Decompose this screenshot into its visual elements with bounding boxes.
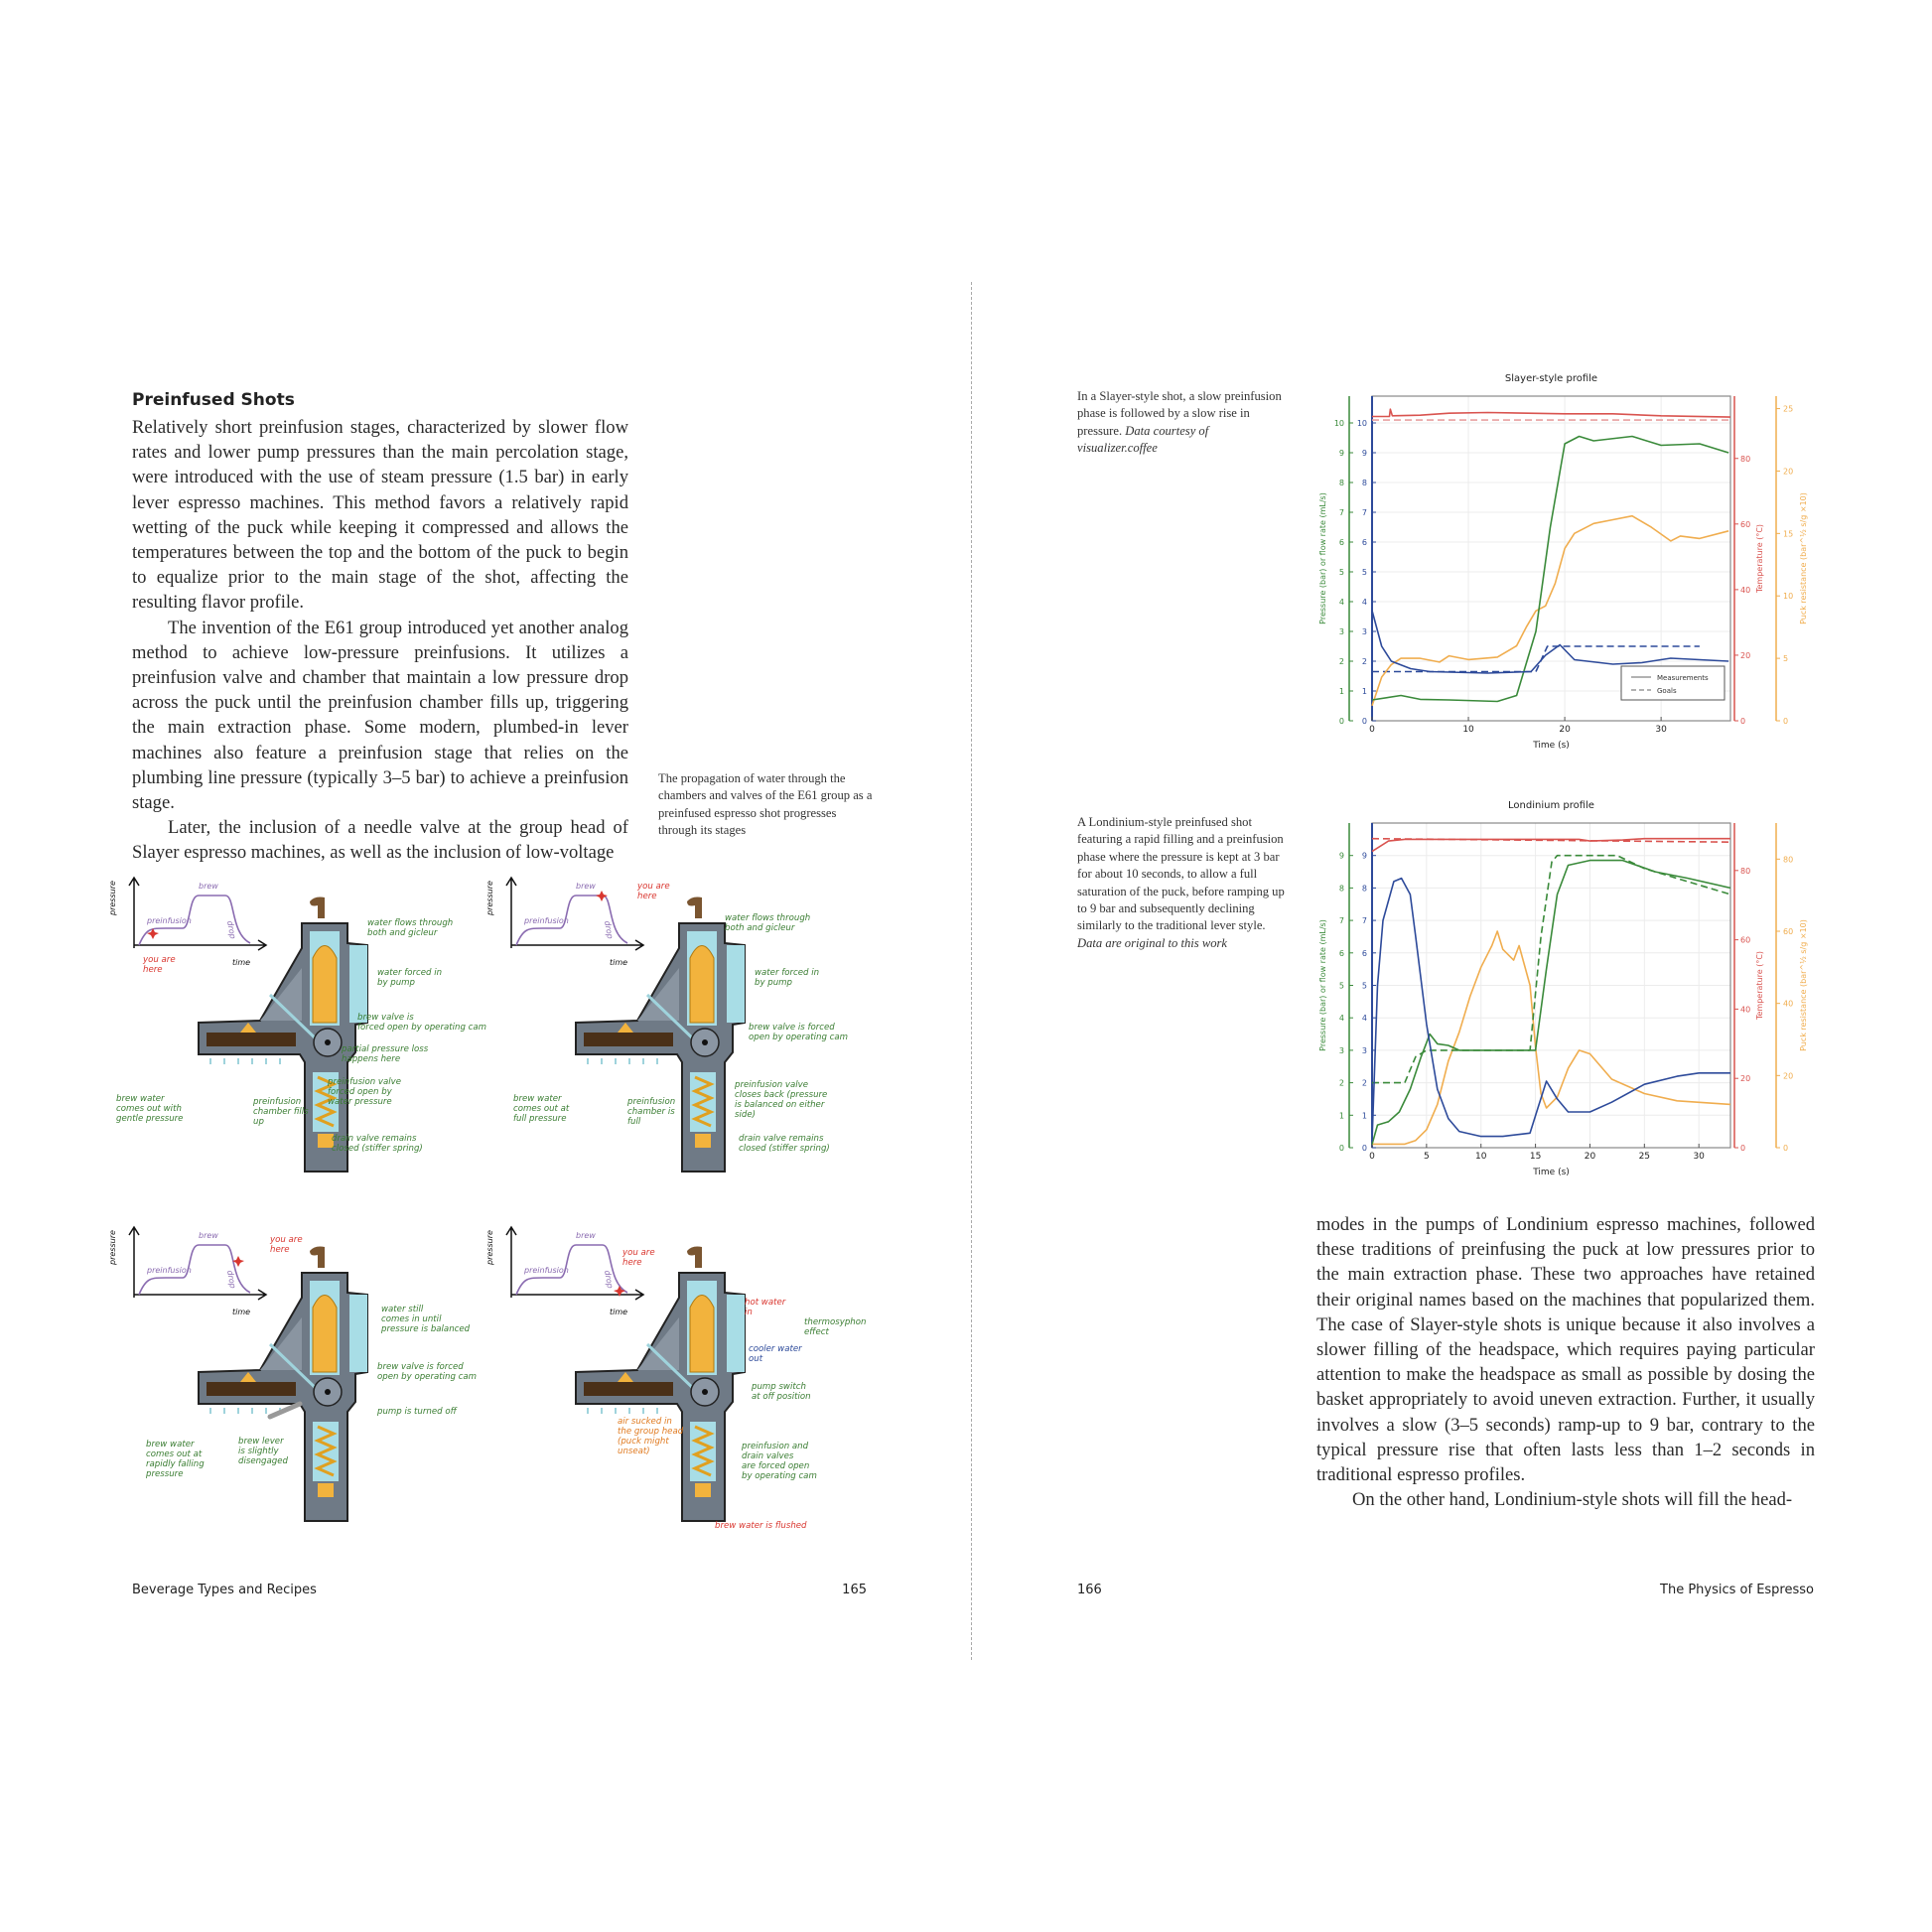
footer-title-right: The Physics of Espresso — [1660, 1583, 1814, 1597]
water-inlet — [349, 1295, 367, 1372]
x-tick-label: 0 — [1369, 1152, 1375, 1162]
brew-valve — [690, 946, 714, 1024]
chart-title: Londinium profile — [1508, 800, 1594, 811]
water-inlet — [727, 945, 745, 1023]
pressure-tick-label: 2 — [1338, 1078, 1344, 1088]
pressure-tick-label: 4 — [1338, 1014, 1344, 1024]
mini-graph-brew-label: brew — [199, 1231, 218, 1240]
gicleur-channel — [207, 1382, 296, 1396]
annotation: air sucked in the group head (puck might unseat) — [618, 1417, 684, 1456]
annotation: partial pressure loss happens here — [342, 1044, 429, 1064]
figure-caption: The propagation of water through the chambers and valves of the E61 group as a preinfused espresso shot progresses through its stages — [658, 771, 873, 838]
temperature-tick-label: 40 — [1740, 1005, 1751, 1015]
flow-tick-label: 8 — [1361, 479, 1367, 487]
annotation: brew water comes out at full pressure — [513, 1094, 570, 1124]
flow-tick-label: 3 — [1361, 1045, 1367, 1055]
temperature-tick-label: 80 — [1740, 454, 1751, 464]
x-axis-label: Time (s) — [1533, 741, 1570, 751]
mini-graph-x-label: time — [610, 958, 628, 967]
x-tick-label: 20 — [1584, 1152, 1596, 1162]
drain-valve — [695, 1483, 711, 1497]
annotation: preinfusion valve forced open by water pressure — [328, 1077, 401, 1107]
chart-title: Slayer-style profile — [1504, 373, 1598, 384]
pressure-tick-label: 9 — [1338, 449, 1344, 458]
caption-credit: Data are original to this work — [1077, 935, 1228, 950]
caption-text: A Londinium-style preinfused shot featuring a rapid filling and a preinfusion phase where the pressure is kept at 3 bar for about 10 seconds, to allow a full saturation of the puck, before ramping up to 9 bar and subsequently declining similarly to the traditional lever style. — [1077, 815, 1285, 933]
mini-graph-y-label: pressure — [485, 881, 494, 915]
cam-pivot — [325, 1389, 331, 1395]
mini-graph-y-label: pressure — [485, 1230, 494, 1265]
cam-pivot — [325, 1039, 331, 1045]
y-axis-label-resistance: Puck resistance (bar^½ s/g ×10) — [1799, 919, 1808, 1051]
slayer-profile-chart — [1291, 367, 1847, 764]
resistance-tick-label: 20 — [1783, 1071, 1794, 1081]
resistance-tick-label: 60 — [1783, 927, 1794, 936]
mini-graph-preinfusion-label: preinfusion — [524, 1266, 569, 1275]
flow-tick-label: 5 — [1361, 981, 1367, 991]
resistance-tick-label: 80 — [1783, 855, 1794, 865]
resistance-tick-label: 0 — [1783, 1144, 1789, 1153]
annotation: preinfusion chamber fills up — [253, 1097, 309, 1127]
pressure-tick-label: 5 — [1338, 981, 1344, 991]
x-tick-label: 30 — [1693, 1152, 1705, 1162]
flow-tick-label: 9 — [1361, 851, 1367, 861]
pressure-tick-label: 8 — [1338, 884, 1344, 894]
annotation: thermosyphon effect — [804, 1317, 867, 1337]
x-tick-label: 20 — [1559, 725, 1571, 735]
page-spread-divider — [971, 282, 972, 1660]
mini-graph-preinfusion-label: preinfusion — [147, 1266, 192, 1275]
paragraph: Relatively short preinfusion stages, characterized by slower flow rates and lower pump pressures than the main percolation stage, were introduced with the use of steam pressure (1.5 bar) in early lever espresso machines. This method favors a relatively rapid wetting of the puck while keeping it compressed and allows the temperatures between the top and the bottom of the puck to begin to equalize prior to the main stage of the shot, affecting the resulting flavor profile. — [132, 417, 628, 614]
x-tick-label: 10 — [1462, 725, 1474, 735]
group-head-body — [576, 923, 745, 1172]
y-axis-label-pressure: Pressure (bar) or flow rate (mL/s) — [1318, 492, 1327, 624]
x-tick-label: 25 — [1638, 1152, 1651, 1162]
flow-tick-label: 4 — [1361, 598, 1367, 607]
x-tick-label: 5 — [1423, 1152, 1430, 1162]
pressure-tick-label: 5 — [1338, 568, 1344, 577]
resistance-tick-label: 20 — [1783, 467, 1794, 477]
temperature-tick-label: 20 — [1740, 1074, 1751, 1084]
paragraph: On the other hand, Londinium-style shots will fill the head- — [1352, 1489, 1793, 1511]
mini-graph-x-label: time — [232, 1308, 251, 1316]
mini-graph-preinfusion-label: preinfusion — [524, 916, 569, 925]
group-head-illustration — [485, 1223, 886, 1541]
mini-graph-x-label: time — [610, 1308, 628, 1316]
mini-graph-brew-label: brew — [576, 882, 596, 891]
annotation: preinfusion chamber is full — [627, 1097, 676, 1127]
drain-valve — [318, 1483, 334, 1497]
pressure-tick-label: 7 — [1338, 508, 1344, 517]
paragraph: modes in the pumps of Londinium espresso machines, followed these traditions of preinfusing the puck at low pressures prior to the main extraction phase. These two approaches have retained their original names based on the machines that popularized them. The case of Slayer-style shots is unique because it also involves a slower filling of the headspace, which requires paying particular attention to make the headspace as small as possible by dosing the basket appropriately to avoid uneven extraction. Further, it usually involves a slow (3–5 seconds) ramp-up to 9 bar, contrary to the typical pressure rise that often lasts less than 1–2 seconds in traditional espresso profiles. — [1316, 1214, 1815, 1486]
temperature-tick-label: 0 — [1740, 717, 1746, 726]
flow-tick-label: 10 — [1356, 419, 1367, 428]
annotation: brew valve is forced open by operating cam — [357, 1013, 487, 1033]
mini-graph-drop-label: drop — [603, 1269, 616, 1290]
annotation: preinfusion valve closes back (pressure is balanced on either side) — [735, 1080, 828, 1120]
londinium-profile-chart — [1291, 794, 1847, 1191]
mini-graph-x-label: time — [232, 958, 251, 967]
you-are-here-label: you are here — [270, 1235, 303, 1255]
x-axis-label: Time (s) — [1533, 1168, 1570, 1177]
resistance-tick-label: 5 — [1783, 654, 1789, 664]
flow-tick-label: 4 — [1361, 1014, 1367, 1024]
pressure-tick-label: 3 — [1338, 627, 1344, 636]
flow-tick-label: 8 — [1361, 884, 1367, 894]
group-head-knob — [687, 897, 702, 919]
legend-entry: Measurements — [1657, 674, 1709, 682]
y-axis-label-pressure: Pressure (bar) or flow rate (mL/s) — [1318, 919, 1327, 1051]
you-are-here-label: you are here — [637, 882, 670, 901]
group-head-diagram-drop — [108, 1223, 508, 1541]
group-head-diagram-end — [485, 1223, 886, 1541]
right-body-text — [1316, 1212, 1815, 1512]
you-are-here-label: you are here — [143, 955, 176, 975]
pressure-tick-label: 1 — [1338, 1111, 1344, 1121]
pressure-tick-label: 9 — [1338, 851, 1344, 861]
resistance-tick-label: 25 — [1783, 404, 1794, 414]
annotation: brew valve is forced open by operating cam — [749, 1023, 849, 1042]
series-flow — [1372, 611, 1728, 673]
group-head-body — [199, 1273, 367, 1521]
group-head-diagram-preinfusion — [108, 874, 508, 1191]
paragraph: The invention of the E61 group introduced yet another analog method to achieve low-pressure preinfusions. It utilizes a preinfusion valve and chamber that maintain a low pressure drop across the puck until the preinfusion chamber fills up, triggering the main extraction phase. Some modern, plumbed-in lever machines also feature a preinfusion stage that relies on the plumbing line pressure (typically 3–5 bar) to achieve a preinfusion stage. — [132, 617, 628, 814]
flow-tick-label: 1 — [1361, 687, 1367, 696]
pressure-tick-label: 0 — [1338, 717, 1344, 726]
flow-tick-label: 0 — [1361, 1144, 1367, 1153]
annotation: water flows through both and gicleur — [725, 913, 811, 933]
flow-tick-label: 5 — [1361, 568, 1367, 577]
caption-text: In a Slayer-style shot, a slow preinfusion phase is followed by a slow rise in pressure. — [1077, 389, 1282, 438]
pressure-tick-label: 7 — [1338, 916, 1344, 926]
brew-lever — [270, 1404, 300, 1417]
footer-title-left: Beverage Types and Recipes — [132, 1583, 317, 1597]
resistance-tick-label: 0 — [1783, 717, 1789, 726]
annotation: preinfusion and drain valves are forced open by operating cam — [742, 1442, 817, 1481]
temperature-tick-label: 20 — [1740, 650, 1751, 660]
flow-tick-label: 2 — [1361, 657, 1367, 666]
flow-tick-label: 9 — [1361, 449, 1367, 458]
mini-graph-drop-label: drop — [603, 919, 616, 940]
group-head-knob — [687, 1247, 702, 1269]
annotation: pump switch at off position — [752, 1382, 811, 1402]
temperature-tick-label: 0 — [1740, 1144, 1746, 1153]
flow-tick-label: 6 — [1361, 538, 1367, 547]
water-inlet — [727, 1295, 745, 1372]
flow-tick-label: 2 — [1361, 1078, 1367, 1088]
flow-tick-label: 1 — [1361, 1111, 1367, 1121]
gicleur-channel — [584, 1382, 673, 1396]
water-inlet — [349, 945, 367, 1023]
x-tick-label: 30 — [1655, 725, 1667, 735]
annotation: water forced in by pump — [377, 968, 443, 988]
y-axis-label-temperature: Temperature (°C) — [1755, 950, 1764, 1021]
brew-valve — [690, 1296, 714, 1373]
slayer-chart-caption — [1077, 388, 1288, 458]
y-axis-label-resistance: Puck resistance (bar^½ s/g ×10) — [1799, 492, 1808, 624]
gicleur-channel — [584, 1033, 673, 1046]
group-head-knob — [310, 897, 325, 919]
resistance-tick-label: 40 — [1783, 999, 1794, 1009]
annotation: brew water is flushed — [715, 1521, 807, 1531]
flow-tick-label: 7 — [1361, 916, 1367, 926]
series-pressure-goal — [1372, 856, 1730, 1083]
flow-tick-label: 0 — [1361, 717, 1367, 726]
flow-tick-label: 7 — [1361, 508, 1367, 517]
y-axis-label-temperature: Temperature (°C) — [1755, 523, 1764, 594]
x-tick-label: 10 — [1474, 1152, 1487, 1162]
brew-valve — [313, 946, 337, 1024]
temperature-tick-label: 60 — [1740, 519, 1751, 529]
series-temperature — [1372, 409, 1730, 417]
annotation: hot water in — [745, 1298, 786, 1317]
pressure-tick-label: 8 — [1338, 479, 1344, 487]
temperature-tick-label: 60 — [1740, 935, 1751, 945]
group-head-body — [576, 1273, 745, 1521]
londinium-chart-caption — [1077, 814, 1288, 952]
mini-graph-preinfusion-label: preinfusion — [147, 916, 192, 925]
pressure-tick-label: 10 — [1333, 419, 1344, 428]
brew-valve — [313, 1296, 337, 1373]
paragraph: Later, the inclusion of a needle valve at the group head of Slayer espresso machines, as well as the inclusion of low-voltage — [132, 817, 628, 864]
annotation: drain valve remains closed (stiffer spring) — [332, 1134, 423, 1154]
gicleur-channel — [207, 1033, 296, 1046]
resistance-tick-label: 15 — [1783, 529, 1794, 539]
annotation: water flows through both and gicleur — [367, 918, 454, 938]
flow-tick-label: 6 — [1361, 948, 1367, 958]
series-puck-resistance — [1372, 931, 1730, 1144]
group-head-illustration — [108, 1223, 508, 1541]
x-tick-label: 15 — [1529, 1152, 1542, 1162]
cam-pivot — [702, 1389, 708, 1395]
pressure-tick-label: 1 — [1338, 687, 1344, 696]
temperature-tick-label: 40 — [1740, 585, 1751, 595]
cam-pivot — [702, 1039, 708, 1045]
group-head-knob — [310, 1247, 325, 1269]
group-head-diagram-brew — [485, 874, 886, 1191]
annotation: brew valve is forced open by operating cam — [377, 1362, 478, 1382]
section-heading: Preinfused Shots — [132, 390, 295, 410]
pressure-tick-label: 6 — [1338, 948, 1344, 958]
annotation: pump is turned off — [377, 1407, 457, 1417]
page-number-right: 166 — [1077, 1583, 1102, 1597]
pressure-tick-label: 2 — [1338, 657, 1344, 666]
pressure-tick-label: 6 — [1338, 538, 1344, 547]
pressure-tick-label: 4 — [1338, 598, 1344, 607]
annotation: brew lever is slightly disengaged — [238, 1437, 288, 1466]
series-flow — [1372, 879, 1730, 1142]
drain-valve — [695, 1134, 711, 1148]
mini-graph-y-label: pressure — [108, 1230, 117, 1265]
flow-tick-label: 3 — [1361, 627, 1367, 636]
mini-graph-drop-label: drop — [225, 919, 238, 940]
annotation: brew water comes out with gentle pressure — [116, 1094, 184, 1124]
x-tick-label: 0 — [1369, 725, 1375, 735]
pressure-tick-label: 0 — [1338, 1144, 1344, 1153]
annotation: water forced in by pump — [755, 968, 820, 988]
left-body-text — [132, 415, 628, 866]
series-pressure — [1372, 861, 1730, 1145]
mini-graph-brew-label: brew — [199, 882, 218, 891]
mini-graph-brew-label: brew — [576, 1231, 596, 1240]
annotation: brew water comes out at rapidly falling pressure — [146, 1440, 205, 1479]
resistance-tick-label: 10 — [1783, 592, 1794, 602]
caption-credit: Data courtesy of visualizer.coffee — [1077, 423, 1209, 456]
temperature-tick-label: 80 — [1740, 866, 1751, 876]
annotation: cooler water out — [749, 1344, 802, 1364]
page-number-left: 165 — [842, 1583, 867, 1597]
annotation: drain valve remains closed (stiffer spring) — [739, 1134, 830, 1154]
mini-graph-y-label: pressure — [108, 881, 117, 915]
legend-entry: Goals — [1657, 687, 1677, 695]
mini-graph-drop-label: drop — [225, 1269, 238, 1290]
you-are-here-label: you are here — [622, 1248, 655, 1268]
pressure-tick-label: 3 — [1338, 1045, 1344, 1055]
annotation: water still comes in until pressure is balanced — [381, 1305, 471, 1334]
you-are-here-star-icon — [596, 891, 608, 901]
